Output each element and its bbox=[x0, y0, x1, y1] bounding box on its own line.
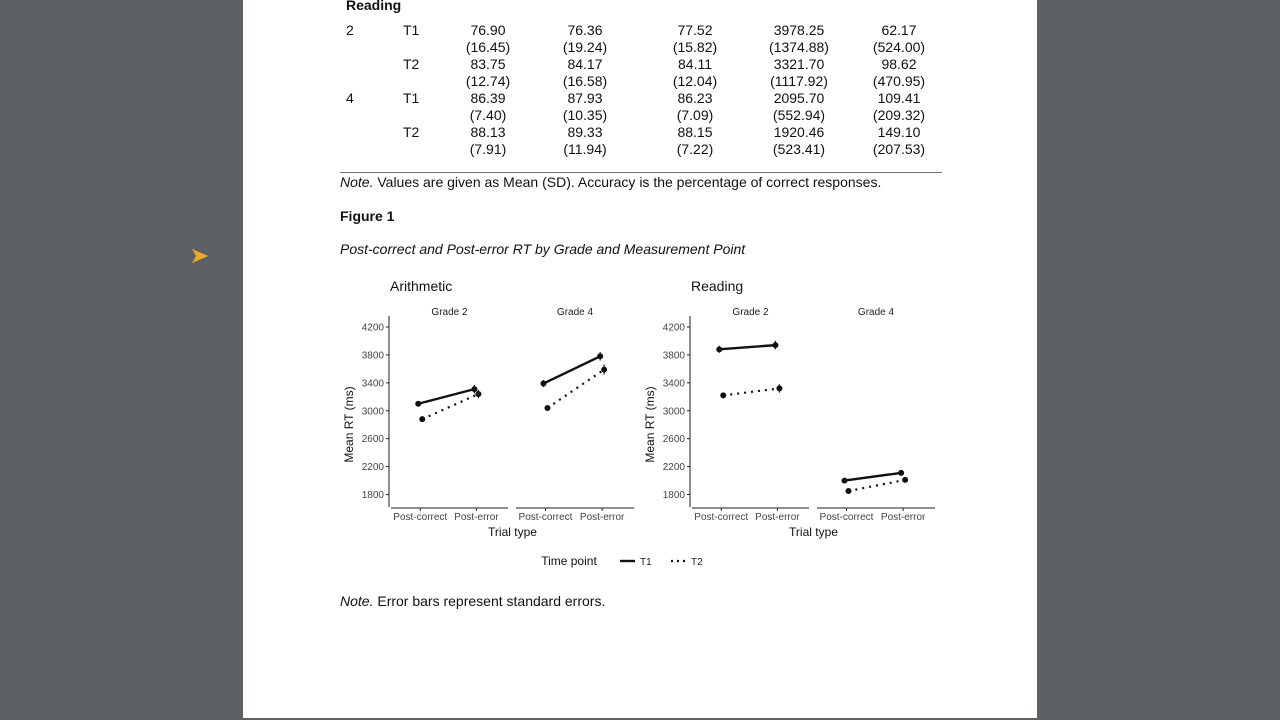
y-tick-label: 4200 bbox=[361, 322, 384, 334]
figure-note-label: Note. bbox=[340, 593, 374, 609]
series-line-t1 bbox=[845, 473, 902, 481]
series-line-t1 bbox=[719, 345, 775, 349]
table-grade-cell: 4 bbox=[346, 90, 354, 106]
table-sd-cell: (19.24) bbox=[562, 39, 608, 55]
table-note-label: Note. bbox=[340, 174, 374, 190]
table-sd-cell: (10.35) bbox=[562, 107, 608, 123]
table-sd-cell: (12.04) bbox=[672, 73, 718, 89]
y-tick-label: 2600 bbox=[361, 434, 384, 446]
table-timepoint-cell: T2 bbox=[403, 56, 420, 72]
y-axis-label: Mean RT (ms) bbox=[643, 386, 657, 463]
table-mean-cell: 3321.70 bbox=[773, 56, 825, 72]
y-tick-label: 1800 bbox=[662, 490, 685, 502]
series-line-t1 bbox=[544, 356, 601, 383]
domain-title: Arithmetic bbox=[390, 278, 453, 294]
x-axis-label: Trial type bbox=[789, 525, 838, 539]
data-point-t1 bbox=[541, 381, 547, 387]
table-mean-cell: 77.52 bbox=[677, 22, 713, 38]
data-point-t2 bbox=[902, 477, 908, 483]
y-tick-label: 3400 bbox=[361, 378, 384, 390]
panel-title: Grade 4 bbox=[857, 307, 895, 318]
figure-label: Figure 1 bbox=[340, 208, 395, 224]
table-timepoint-cell: T1 bbox=[403, 90, 420, 106]
legend-label-t2: T2 bbox=[691, 557, 703, 568]
domain-title: Reading bbox=[691, 278, 744, 294]
y-tick-label: 3000 bbox=[662, 406, 685, 418]
table-mean-cell: 84.17 bbox=[567, 56, 603, 72]
table-sd-cell: (15.82) bbox=[672, 39, 718, 55]
table-mean-cell: 149.10 bbox=[877, 124, 921, 140]
table-mean-cell: 83.75 bbox=[470, 56, 506, 72]
data-point-t2 bbox=[601, 367, 607, 373]
table-sd-cell: (16.58) bbox=[562, 73, 608, 89]
table-sd-cell: (524.00) bbox=[872, 39, 926, 55]
table-sd-cell: (552.94) bbox=[772, 107, 826, 123]
x-tick-label: Post-correct bbox=[819, 512, 874, 523]
y-tick-label: 3800 bbox=[361, 350, 384, 362]
y-tick-label: 3800 bbox=[662, 350, 685, 362]
table-mean-cell: 109.41 bbox=[877, 90, 921, 106]
table-mean-cell: 2095.70 bbox=[773, 90, 825, 106]
x-tick-label: Post-error bbox=[880, 512, 926, 523]
table-note bbox=[340, 174, 881, 190]
play-arrow-icon[interactable] bbox=[191, 247, 209, 265]
panel-title: Grade 4 bbox=[556, 307, 594, 318]
table-mean-cell: 86.39 bbox=[470, 90, 506, 106]
y-tick-label: 2200 bbox=[361, 462, 384, 474]
y-tick-label: 3000 bbox=[361, 406, 384, 418]
table-mean-cell: 87.93 bbox=[567, 90, 603, 106]
figure-note-text: Error bars represent standard errors. bbox=[373, 593, 606, 609]
series-line-t2 bbox=[548, 370, 605, 408]
table-mean-cell: 62.17 bbox=[881, 22, 917, 38]
table-note-text: Values are given as Mean (SD). Accuracy is the percentage of correct responses. bbox=[373, 174, 882, 190]
series-line-t2 bbox=[849, 480, 906, 491]
data-point-t2 bbox=[419, 416, 425, 422]
table-mean-cell: 3978.25 bbox=[773, 22, 825, 38]
y-tick-label: 2600 bbox=[662, 434, 685, 446]
x-tick-label: Post-correct bbox=[694, 512, 749, 523]
table-sd-cell: (1117.92) bbox=[770, 73, 828, 89]
x-tick-label: Post-error bbox=[755, 512, 800, 523]
table-sd-cell: (7.09) bbox=[676, 107, 714, 123]
table-mean-cell: 88.15 bbox=[677, 124, 713, 140]
table-timepoint-cell: T2 bbox=[403, 124, 420, 140]
x-axis-label: Trial type bbox=[488, 525, 537, 539]
table-sd-cell: (470.95) bbox=[872, 73, 926, 89]
table-sd-cell: (1374.88) bbox=[769, 39, 829, 55]
rt-chart bbox=[333, 270, 943, 570]
data-point-t1 bbox=[415, 401, 421, 407]
table-mean-cell: 89.33 bbox=[567, 124, 603, 140]
table-sd-cell: (7.40) bbox=[469, 107, 507, 123]
y-tick-label: 3400 bbox=[662, 378, 685, 390]
data-point-t2 bbox=[776, 385, 782, 391]
table-mean-cell: 76.90 bbox=[470, 22, 506, 38]
table-timepoint-cell: T1 bbox=[403, 22, 420, 38]
data-point-t1 bbox=[842, 478, 848, 484]
table-mean-cell: 86.23 bbox=[677, 90, 713, 106]
data-point-t1 bbox=[471, 386, 477, 392]
table-mean-cell: 1920.46 bbox=[773, 124, 825, 140]
series-line-t1 bbox=[418, 389, 474, 404]
x-tick-label: Post-correct bbox=[518, 512, 573, 523]
table-sd-cell: (7.22) bbox=[676, 141, 714, 157]
table-sd-cell: (16.45) bbox=[465, 39, 511, 55]
data-point-t1 bbox=[597, 353, 603, 359]
table-mean-cell: 84.11 bbox=[678, 56, 712, 72]
table-sd-cell: (11.94) bbox=[563, 141, 607, 157]
table-sd-cell: (12.74) bbox=[465, 73, 511, 89]
y-tick-label: 2200 bbox=[662, 462, 685, 474]
table-mean-cell: 98.62 bbox=[881, 56, 917, 72]
x-tick-label: Post-error bbox=[454, 512, 499, 523]
table-sd-cell: (7.91) bbox=[469, 141, 507, 157]
data-point-t1 bbox=[898, 470, 904, 476]
data-point-t2 bbox=[720, 392, 726, 398]
legend-title: Time point bbox=[541, 554, 597, 568]
series-line-t2 bbox=[422, 394, 478, 419]
figure-title: Post-correct and Post-error RT by Grade and Measurement Point bbox=[340, 241, 746, 257]
y-tick-label: 1800 bbox=[361, 490, 384, 502]
x-tick-label: Post-correct bbox=[393, 512, 448, 523]
x-tick-label: Post-error bbox=[579, 512, 625, 523]
series-line-t2 bbox=[723, 388, 779, 395]
table-bottom-rule bbox=[340, 172, 942, 173]
data-point-t1 bbox=[772, 342, 778, 348]
legend-label-t1: T1 bbox=[640, 557, 652, 568]
table-sd-cell: (523.41) bbox=[772, 141, 826, 157]
y-axis-label: Mean RT (ms) bbox=[342, 386, 356, 463]
y-tick-label: 4200 bbox=[662, 322, 685, 334]
data-point-t2 bbox=[475, 391, 481, 397]
figure-note bbox=[340, 593, 605, 609]
panel-title: Grade 2 bbox=[431, 307, 468, 318]
data-point-t2 bbox=[846, 488, 852, 494]
table-mean-cell: 88.13 bbox=[470, 124, 506, 140]
panel-title: Grade 2 bbox=[732, 307, 769, 318]
table-grade-cell: 2 bbox=[346, 22, 354, 38]
table-sd-cell: (207.53) bbox=[872, 141, 926, 157]
table-section-heading: Reading bbox=[346, 0, 402, 13]
data-point-t1 bbox=[716, 346, 722, 352]
table-sd-cell: (209.32) bbox=[872, 107, 926, 123]
table-mean-cell: 76.36 bbox=[567, 22, 603, 38]
document-page bbox=[243, 0, 1037, 718]
data-point-t2 bbox=[545, 405, 551, 411]
